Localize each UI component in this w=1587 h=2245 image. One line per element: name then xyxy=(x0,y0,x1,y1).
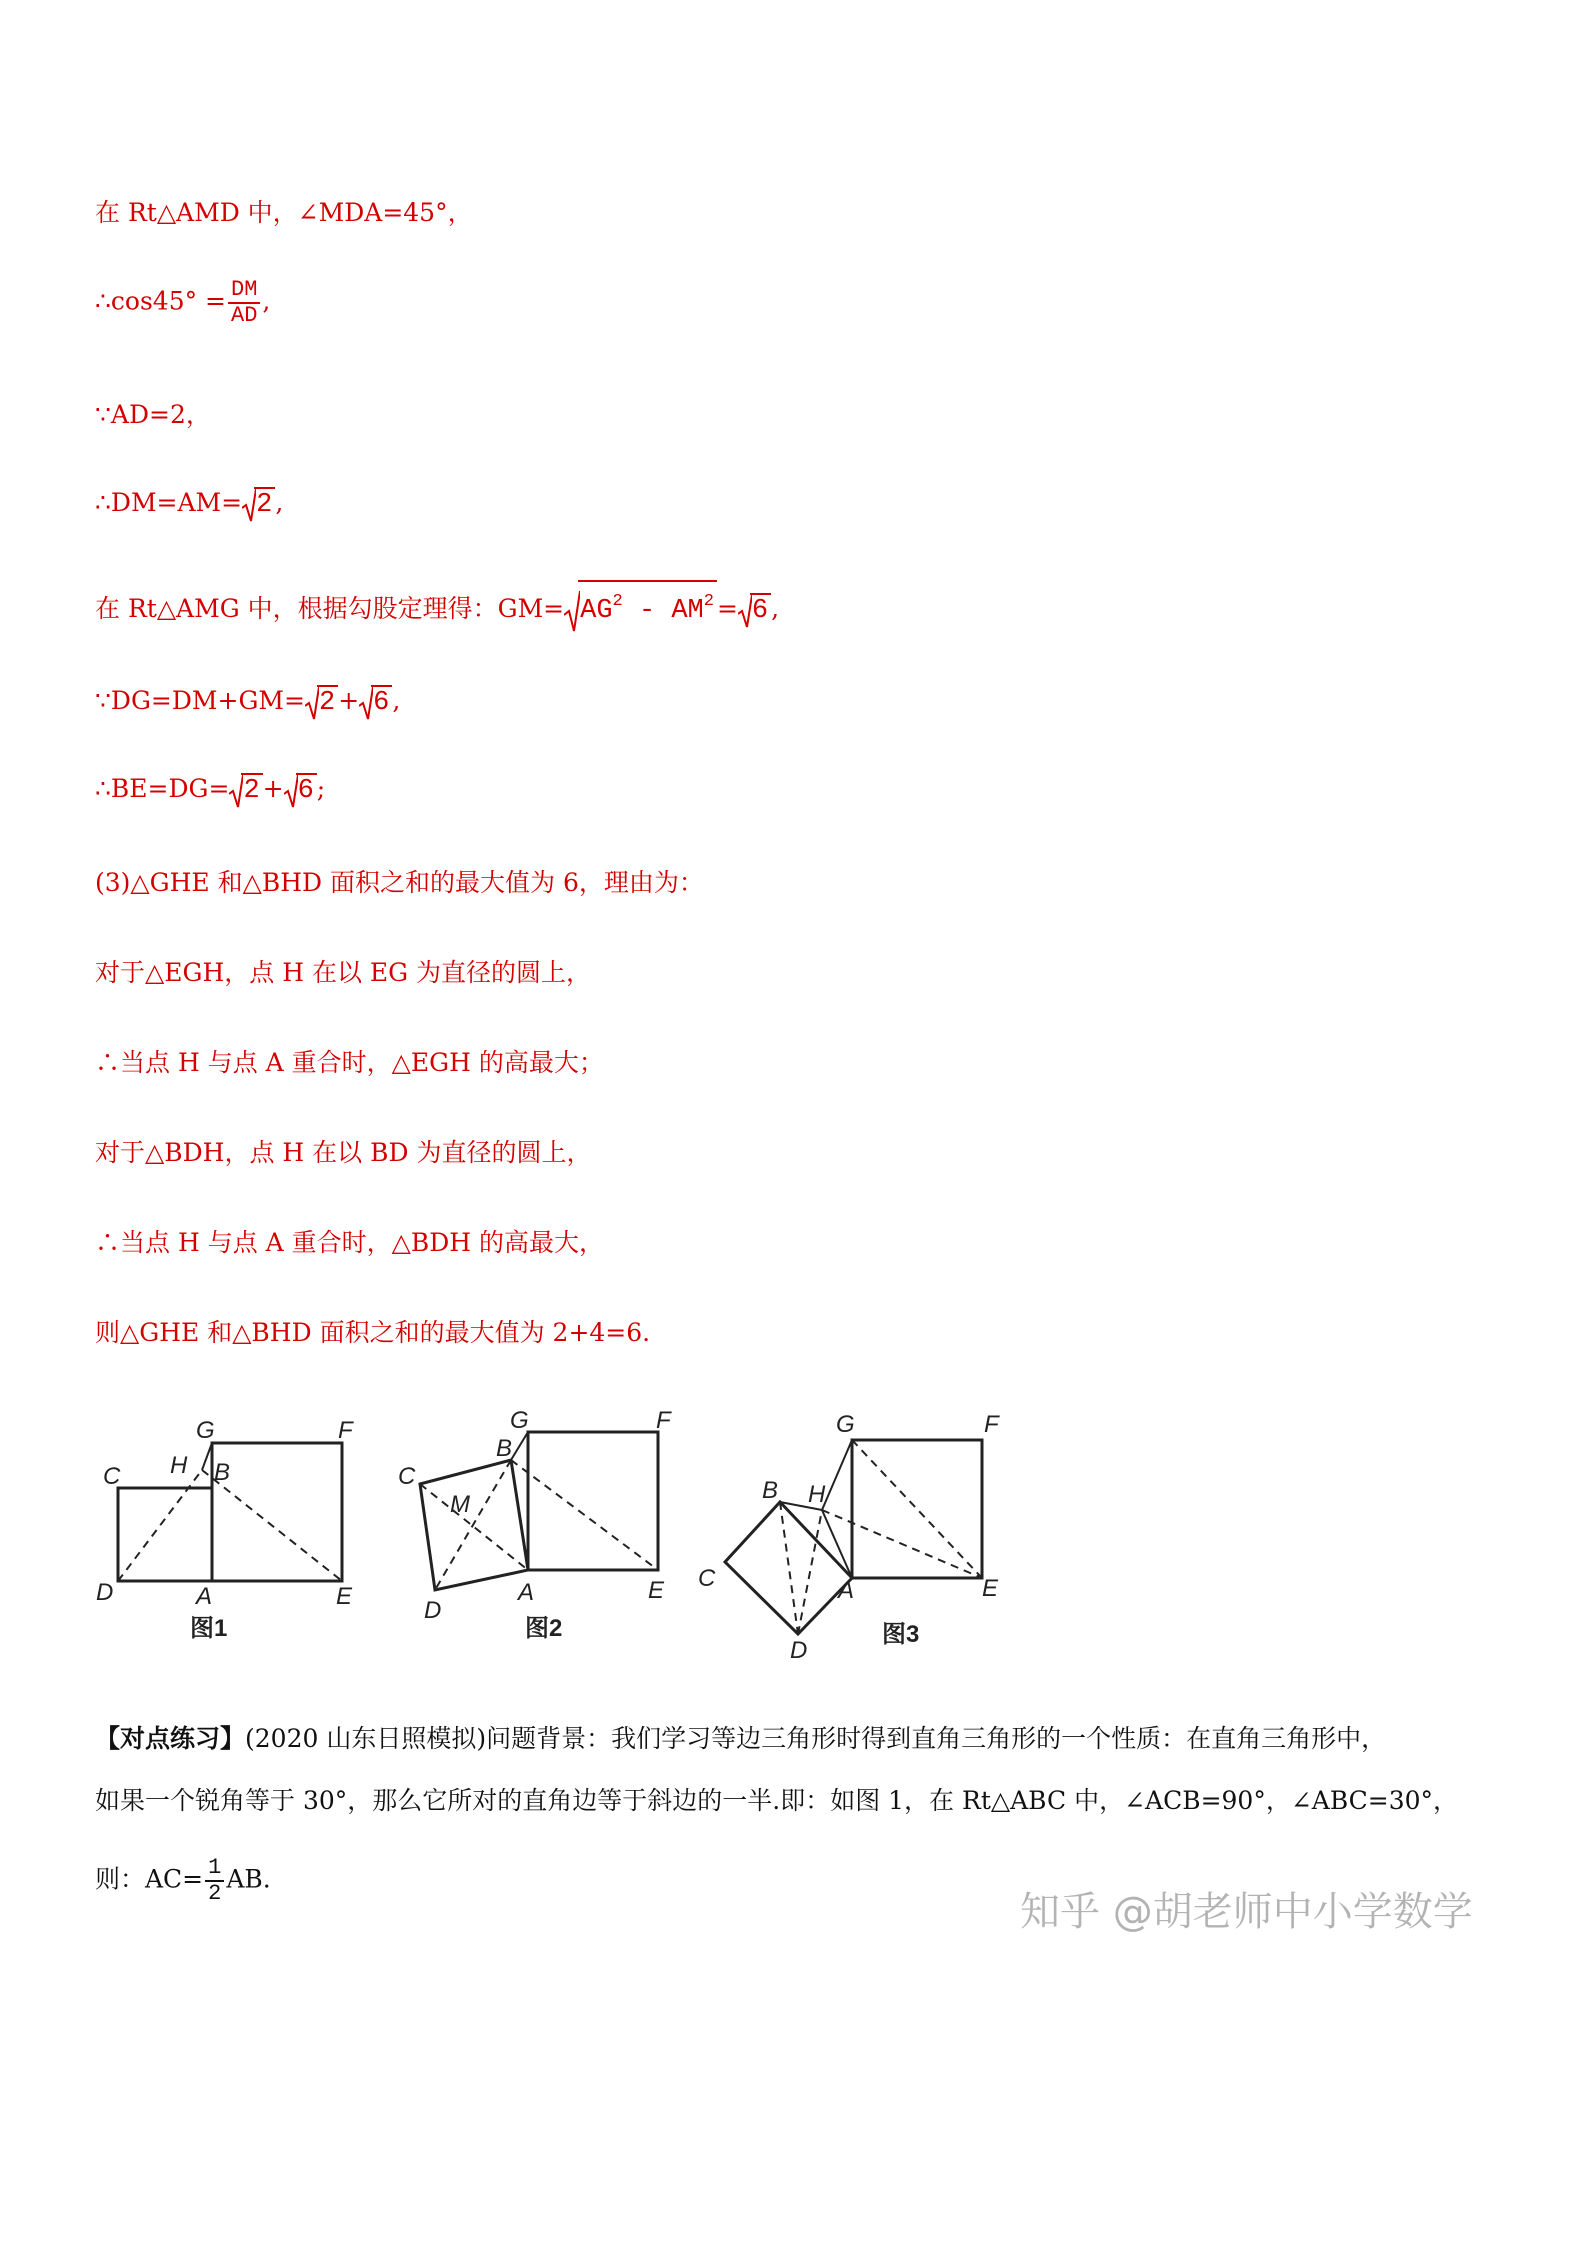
fig2-dashed-ca xyxy=(420,1484,528,1570)
fig2-label-a: A xyxy=(518,1579,535,1606)
exponent: 2 xyxy=(703,592,714,611)
fig3-dashed-dh xyxy=(798,1510,822,1634)
fig3-label-b: B xyxy=(762,1477,779,1504)
fig3-dashed-bd xyxy=(780,1502,798,1634)
fraction-denominator: AD xyxy=(231,303,258,328)
solution-line-9 xyxy=(95,956,591,990)
practice-line-3 xyxy=(95,1856,271,1906)
solution-text: ∵DG=DM+GM= xyxy=(95,686,305,715)
fig1-label-h: H xyxy=(170,1452,188,1479)
solution-text: + xyxy=(262,774,284,803)
fig3-label-f: F xyxy=(984,1411,999,1438)
exponent: 2 xyxy=(612,592,623,611)
fraction-one-half xyxy=(205,1856,224,1906)
fig3-label-e: E xyxy=(982,1575,999,1602)
fig2-label-g: G xyxy=(510,1407,529,1434)
solution-text: 在 Rt△AMD 中，∠MDA=45°， xyxy=(95,198,473,227)
fig3-label-d: D xyxy=(790,1637,808,1664)
fig3-gh xyxy=(822,1440,852,1510)
fig1-square-left xyxy=(118,1488,212,1581)
radicand-term: - AM xyxy=(622,596,704,626)
fig1-square-right xyxy=(212,1443,342,1581)
solution-text: ∴BE=DG= xyxy=(95,774,230,803)
radicand: 6 xyxy=(296,773,317,807)
fig1-label-e: E xyxy=(336,1583,353,1610)
solution-text: ∴DM=AM= xyxy=(95,488,243,517)
practice-text: (2020 山东日照模拟)问题背景：我们学习等边三角形时得到直角三角形的一个性质：在直角三角形中， xyxy=(245,1724,1387,1753)
radicand: 2 xyxy=(241,773,262,807)
solution-line-6 xyxy=(95,684,400,720)
fig3-label-g: G xyxy=(836,1411,855,1438)
fig1-label-d: D xyxy=(96,1579,114,1606)
fraction-numerator: 1 xyxy=(205,1856,224,1882)
solution-line-13 xyxy=(95,1316,650,1350)
fig1-label-c: C xyxy=(103,1463,121,1490)
solution-line-12 xyxy=(95,1226,604,1260)
fig3-label-c: C xyxy=(698,1565,716,1592)
solution-line-11 xyxy=(95,1136,591,1170)
fig1-label-a: A xyxy=(196,1583,213,1610)
fig1-label-b: B xyxy=(214,1459,231,1486)
radicand: 6 xyxy=(750,593,771,627)
fig3-label-a: A xyxy=(838,1577,855,1604)
solution-text: , xyxy=(771,594,780,623)
solution-text: , xyxy=(275,488,284,517)
fraction-numerator: DM xyxy=(228,278,260,304)
fig2-label-e: E xyxy=(648,1577,665,1604)
solution-text: 在 Rt△AMG 中，根据勾股定理得：GM= xyxy=(95,594,565,623)
solution-line-5 xyxy=(95,580,779,632)
fig2-dashed-bd xyxy=(435,1460,511,1590)
fig2-square-right xyxy=(528,1432,658,1570)
fig2-caption: 图2 xyxy=(525,1615,563,1642)
fraction-denominator: 2 xyxy=(208,1881,222,1906)
fig1-caption: 图1 xyxy=(190,1615,228,1642)
solution-text: 对于△BDH，点 H 在以 BD 为直径的圆上， xyxy=(95,1138,592,1167)
geometry-figures xyxy=(0,1400,1587,1700)
solution-text: (3)△GHE 和△BHD 面积之和的最大值为 6，理由为： xyxy=(95,868,704,897)
solution-text: = xyxy=(716,594,738,623)
solution-text: ∴当点 H 与点 A 重合时，△BDH 的高最大， xyxy=(95,1228,605,1257)
solution-line-10 xyxy=(95,1046,604,1080)
fig1-dashed-he xyxy=(202,1470,342,1581)
solution-text: ∵AD=2， xyxy=(95,400,211,429)
fig3-dashed-he xyxy=(822,1510,982,1578)
watermark: 知乎 @胡老师中小学数学 xyxy=(1020,1889,1473,1935)
solution-text: ∴当点 H 与点 A 重合时，△EGH 的高最大； xyxy=(95,1048,604,1077)
fig2-dashed-be xyxy=(511,1460,658,1570)
radicand: 6 xyxy=(371,685,392,719)
fig3-label-h: H xyxy=(808,1481,826,1508)
solution-text: 对于△EGH，点 H 在以 EG 为直径的圆上， xyxy=(95,958,592,987)
solution-line-1 xyxy=(95,196,473,230)
radicand-term: AG xyxy=(580,596,613,626)
fig3-square-left xyxy=(725,1502,855,1634)
figure-3 xyxy=(725,1440,982,1634)
fig1-label-f: F xyxy=(338,1417,353,1444)
solution-text: 则△GHE 和△BHD 面积之和的最大值为 2+4=6. xyxy=(95,1318,651,1347)
solution-text: ; xyxy=(316,774,326,803)
practice-text: 则：AC= xyxy=(95,1864,204,1894)
practice-text: AB. xyxy=(226,1864,271,1894)
figure-2-labels xyxy=(398,1407,672,1624)
solution-line-7 xyxy=(95,772,325,808)
solution-line-8 xyxy=(95,866,704,900)
radicand-expression xyxy=(578,580,717,631)
fig2-label-c: C xyxy=(398,1463,416,1490)
solution-text: ∴cos45° = xyxy=(95,286,226,316)
solution-text: , xyxy=(392,686,401,715)
practice-text: 如果一个锐角等于 30°，那么它所对的直角边等于斜边的一半.即：如图 1，在 Rt△ABC 中，∠ACB=90°，∠ABC=30°， xyxy=(95,1786,1459,1815)
fig2-label-f: F xyxy=(656,1407,671,1434)
solution-line-2 xyxy=(95,278,270,328)
fig2-label-m: M xyxy=(450,1491,470,1518)
solution-text: + xyxy=(338,686,360,715)
fig3-dashed-ge xyxy=(852,1440,982,1578)
radicand: 2 xyxy=(254,487,275,521)
fig1-label-g: G xyxy=(196,1417,215,1444)
solution-line-3 xyxy=(95,398,211,432)
fraction-dm-ad xyxy=(228,278,260,328)
practice-line-1 xyxy=(95,1722,1386,1756)
solution-text: , xyxy=(262,286,271,316)
fig2-bg xyxy=(511,1432,528,1460)
fig2-label-b: B xyxy=(496,1435,513,1462)
practice-tag: 【对点练习】 xyxy=(95,1724,246,1753)
solution-line-4 xyxy=(95,486,283,522)
radicand: 2 xyxy=(317,685,338,719)
fig2-label-d: D xyxy=(424,1597,442,1624)
fig3-caption: 图3 xyxy=(882,1621,920,1648)
fig3-ha xyxy=(822,1510,852,1578)
practice-line-2 xyxy=(95,1784,1458,1818)
